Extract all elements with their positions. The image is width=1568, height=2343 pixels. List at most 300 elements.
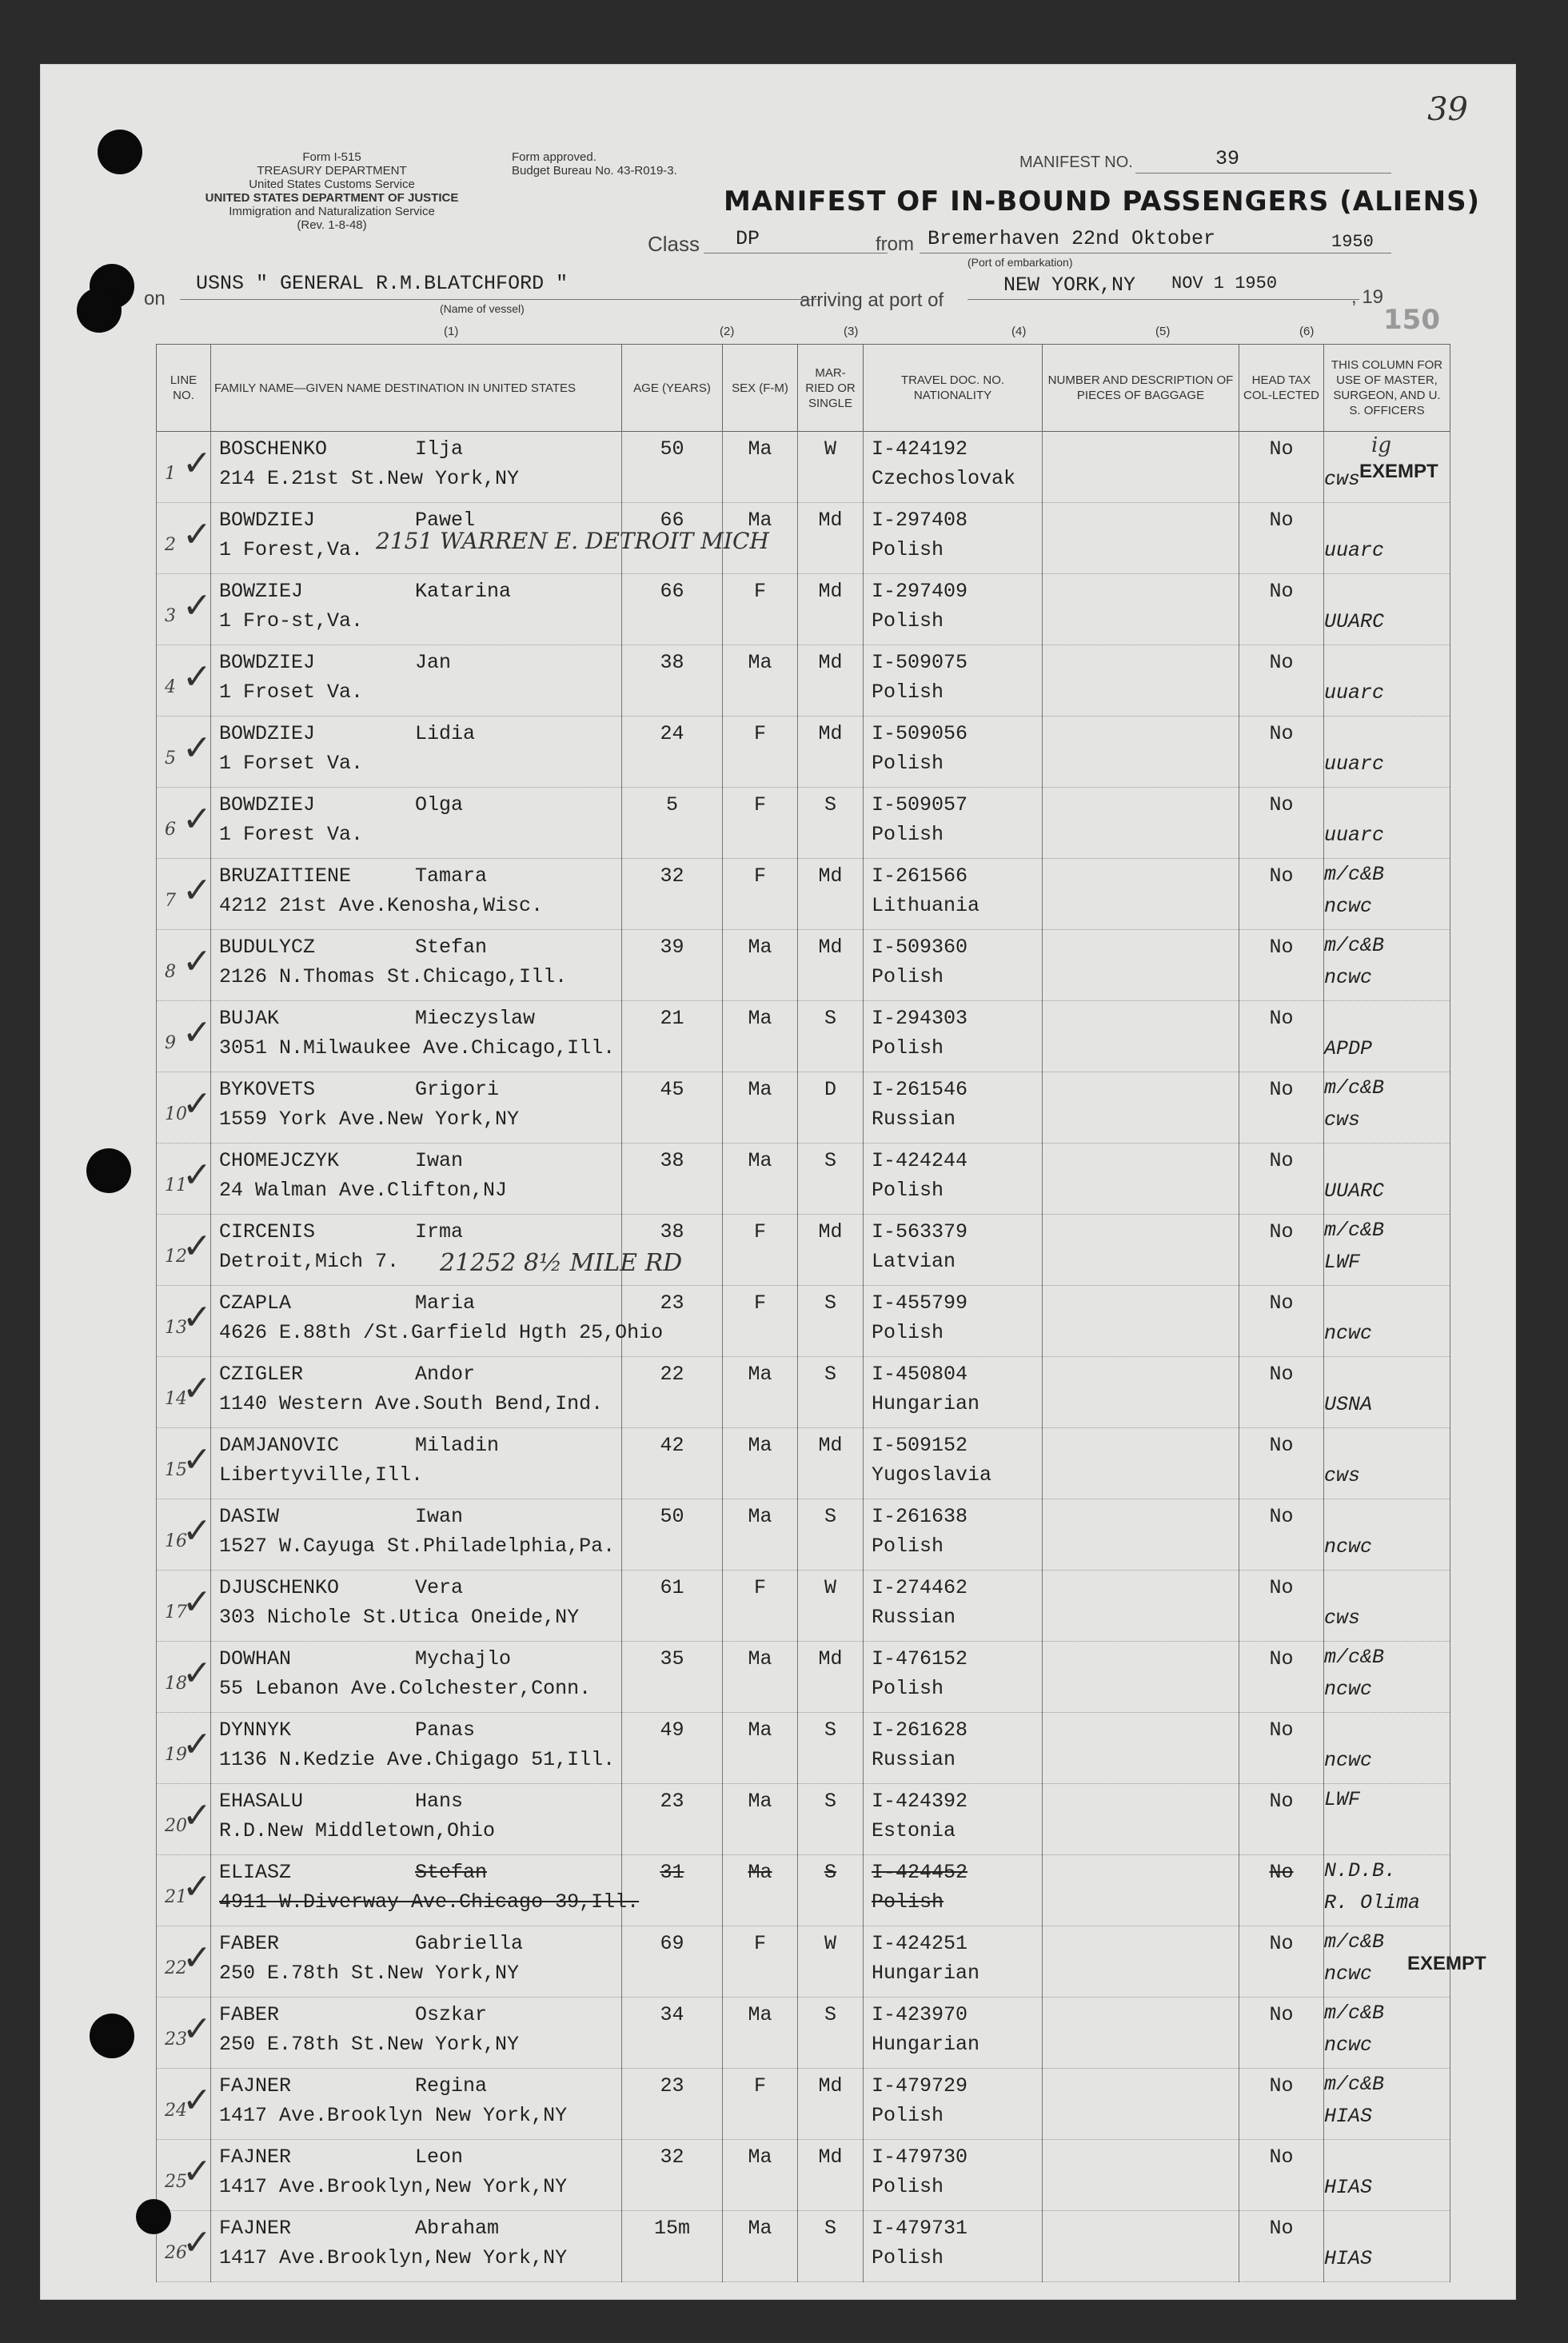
marital-status: Md (818, 1220, 843, 1243)
nationality: Hungarian (872, 1392, 980, 1415)
sex-cell (723, 1571, 798, 1642)
table-row (157, 1144, 1450, 1215)
family-name: CZIGLER (219, 1363, 304, 1386)
marital-cell (798, 1215, 864, 1286)
sex: F (753, 1291, 766, 1315)
age-cell (622, 2140, 723, 2211)
line-number: 25 (165, 2172, 187, 2192)
tax-cell (1239, 574, 1324, 645)
table-row (157, 1784, 1450, 1855)
sex-cell (723, 2069, 798, 2140)
family-name: CIRCENIS (219, 1220, 316, 1243)
line-cell (157, 788, 211, 859)
sex: F (753, 1932, 766, 1955)
vessel-name: USNS " GENERAL R.M.BLATCHFORD " (196, 272, 569, 295)
table-row (157, 574, 1450, 645)
baggage-cell (1043, 1357, 1239, 1428)
head-tax: No (1269, 1718, 1294, 1742)
on-label: on (144, 288, 166, 309)
table-row (157, 1286, 1450, 1357)
marital-cell (798, 788, 864, 859)
nationality: Polish (872, 823, 944, 846)
head-tax: No (1269, 1363, 1294, 1386)
family-name: BOWDZIEJ (219, 793, 316, 816)
sex-cell (723, 859, 798, 930)
officer-note-2: HIAS (1324, 2176, 1373, 2199)
tax-cell (1239, 1215, 1324, 1286)
baggage-cell (1043, 1428, 1239, 1499)
officer-note-2: uuarc (1324, 824, 1385, 847)
officer-note-2: ncwc (1324, 2034, 1373, 2057)
sex: F (753, 722, 766, 745)
checkmark-icon: ✓ (182, 1653, 212, 1694)
sex: F (753, 864, 766, 888)
line-cell (157, 716, 211, 788)
travel-doc-no: I-479730 (872, 2145, 968, 2169)
marital-status: S (824, 793, 836, 816)
travel-cell (864, 788, 1043, 859)
checkmark-icon: ✓ (182, 1866, 212, 1907)
officer-note-2: ncwc (1324, 895, 1373, 918)
destination: 1417 Ave.Brooklyn,New York,NY (219, 2175, 568, 2198)
line-number: 3 (165, 606, 176, 626)
marital-status: S (824, 1505, 836, 1528)
travel-doc-no: I-476152 (872, 1647, 968, 1670)
travel-doc-no: I-424192 (872, 437, 968, 461)
destination: 1 Forest Va. (219, 823, 364, 846)
age-cell (622, 788, 723, 859)
checkmark-icon: ✓ (182, 1368, 212, 1409)
officer-note-1 (1324, 1001, 1450, 1033)
name-cell (211, 859, 622, 930)
family-name: BUJAK (219, 1007, 280, 1030)
line-number: 9 (165, 1033, 176, 1053)
travel-doc-no: I-509152 (872, 1434, 968, 1457)
sex: Ma (748, 1861, 772, 1884)
marital-cell (798, 1926, 864, 1998)
tax-cell (1239, 716, 1324, 788)
officer-cell (1324, 930, 1450, 1001)
age-cell (622, 1144, 723, 1215)
age: 38 (660, 1149, 684, 1172)
marital-status: Md (818, 864, 843, 888)
sex-cell (723, 1855, 798, 1926)
checkmark-icon: ✓ (182, 799, 212, 840)
sex-cell (723, 2140, 798, 2211)
line-cell (157, 1571, 211, 1642)
officer-note-1 (1324, 788, 1450, 820)
checkmark-icon: ✓ (182, 2151, 212, 2192)
checkmark-icon: ✓ (182, 1297, 212, 1338)
baggage-cell (1043, 1926, 1239, 1998)
family-name: EHASALU (219, 1790, 304, 1813)
officer-cell (1324, 1571, 1450, 1642)
destination: 4911 W.Diverway Ave.Chicago 39,Ill. (219, 1890, 640, 1914)
given-name: Ilja (415, 437, 464, 461)
line-number: 19 (165, 1745, 187, 1765)
officer-note-1 (1324, 1713, 1450, 1745)
marital-cell (798, 716, 864, 788)
destination: Detroit,Mich 7. (219, 1250, 400, 1273)
age-cell (622, 1926, 723, 1998)
age-cell (622, 1855, 723, 1926)
officer-cell (1324, 2069, 1450, 2140)
marital-status: Md (818, 1434, 843, 1457)
marital-cell (798, 1072, 864, 1144)
line-number: 26 (165, 2243, 187, 2263)
tax-cell (1239, 1998, 1324, 2069)
age-cell (622, 1642, 723, 1713)
baggage-cell (1043, 1642, 1239, 1713)
baggage-cell (1043, 1855, 1239, 1926)
embarkation-year: 1950 (1331, 232, 1374, 252)
baggage-cell (1043, 1286, 1239, 1357)
table-row (157, 1855, 1450, 1926)
officer-cell (1324, 1784, 1450, 1855)
travel-doc-no: I-479731 (872, 2217, 968, 2240)
name-cell (211, 432, 622, 503)
name-cell (211, 1642, 622, 1713)
name-cell (211, 1998, 622, 2069)
checkmark-icon: ✓ (182, 2009, 212, 2050)
sex-cell (723, 645, 798, 716)
sex: F (753, 1576, 766, 1599)
sex: Ma (748, 509, 772, 532)
marital-status: S (824, 2217, 836, 2240)
family-name: BOSCHENKO (219, 437, 328, 461)
marital-status: S (824, 1790, 836, 1813)
sex-cell (723, 1001, 798, 1072)
travel-doc-no: I-424452 (872, 1861, 968, 1884)
officer-cell (1324, 1998, 1450, 2069)
destination: R.D.New Middletown,Ohio (219, 1819, 496, 1842)
checkmark-icon: ✓ (182, 1938, 212, 1978)
form-agency-block (200, 150, 464, 232)
col-num-6: (6) (1299, 325, 1315, 338)
name-cell (211, 645, 622, 716)
nationality: Russian (872, 1108, 956, 1131)
sex: Ma (748, 1718, 772, 1742)
age-cell (622, 2069, 723, 2140)
nationality: Hungarian (872, 1962, 980, 1985)
nationality: Russian (872, 1748, 956, 1771)
destination: 214 E.21st St.New York,NY (219, 467, 520, 490)
header-travel-doc: TRAVEL DOC. NO. NATIONALITY (864, 345, 1043, 432)
name-cell (211, 1571, 622, 1642)
age-cell (622, 1072, 723, 1144)
table-row (157, 645, 1450, 716)
age: 22 (660, 1363, 684, 1386)
destination: 1136 N.Kedzie Ave.Chigago 51,Ill. (219, 1748, 616, 1771)
table-row (157, 2140, 1450, 2211)
table-row (157, 1998, 1450, 2069)
form-approved-label: Form approved. (512, 150, 596, 164)
line-cell (157, 574, 211, 645)
head-tax: No (1269, 1647, 1294, 1670)
officer-note-1: m/c&B (1324, 1076, 1385, 1100)
marital-status: S (824, 1861, 836, 1884)
line-number: 14 (165, 1389, 187, 1409)
marital-cell (798, 1428, 864, 1499)
officer-note-2: uuarc (1324, 539, 1385, 562)
officer-note-1: LWF (1324, 1788, 1361, 1811)
officer-note-2: ncwc (1324, 1322, 1373, 1345)
line-cell (157, 1926, 211, 1998)
officer-cell (1324, 645, 1450, 716)
line-cell (157, 2140, 211, 2211)
given-name: Miladin (415, 1434, 500, 1457)
officer-note-1: m/c&B (1324, 934, 1385, 957)
given-name: Abraham (415, 2217, 500, 2240)
line-number: 17 (165, 1603, 187, 1623)
travel-doc-no: I-294303 (872, 1007, 968, 1030)
officer-note-2: cws (1324, 1464, 1361, 1487)
table-row (157, 716, 1450, 788)
age-cell (622, 859, 723, 930)
nationality: Polish (872, 2246, 944, 2269)
table-row (157, 1926, 1450, 1998)
header-line: LINE NO. (157, 345, 211, 432)
baggage-cell (1043, 2211, 1239, 2282)
manifest-no-value: 39 (1215, 147, 1240, 170)
tax-cell (1239, 859, 1324, 930)
travel-doc-no: I-261638 (872, 1505, 968, 1528)
given-name: Stefan (415, 1861, 488, 1884)
sex-cell (723, 1926, 798, 1998)
nationality: Estonia (872, 1819, 956, 1842)
tax-cell (1239, 1855, 1324, 1926)
head-tax: No (1269, 722, 1294, 745)
nationality: Hungarian (872, 2033, 980, 2056)
head-tax: No (1269, 2003, 1294, 2026)
destination: 1417 Ave.Brooklyn,New York,NY (219, 2246, 568, 2269)
manifest-no-label: MANIFEST NO. (1019, 154, 1133, 171)
officer-cell (1324, 2211, 1450, 2282)
table-row (157, 2069, 1450, 2140)
given-name: Pawel (415, 509, 476, 532)
tax-cell (1239, 1571, 1324, 1642)
baggage-cell (1043, 574, 1239, 645)
destination: 1559 York Ave.New York,NY (219, 1108, 520, 1131)
line-cell (157, 2069, 211, 2140)
officer-note-1 (1324, 645, 1450, 677)
sex: Ma (748, 437, 772, 461)
head-tax: No (1269, 1291, 1294, 1315)
destination: 1 Forest,Va. (219, 538, 364, 561)
arriving-label: arriving at port of (800, 289, 944, 311)
officer-note-2: uuarc (1324, 681, 1385, 704)
officer-cell (1324, 1855, 1450, 1926)
head-tax: No (1269, 1149, 1294, 1172)
table-row (157, 1642, 1450, 1713)
officer-note-2: cws (1324, 1607, 1361, 1630)
travel-cell (864, 1571, 1043, 1642)
travel-doc-no: I-479729 (872, 2074, 968, 2098)
line-cell (157, 1144, 211, 1215)
nationality: Polish (872, 1179, 944, 1202)
officer-note-2: ncwc (1324, 1535, 1373, 1559)
baggage-cell (1043, 788, 1239, 859)
name-cell (211, 1784, 622, 1855)
nationality: Polish (872, 538, 944, 561)
head-tax: No (1269, 936, 1294, 959)
head-tax: No (1269, 1505, 1294, 1528)
marital-status: S (824, 1718, 836, 1742)
baggage-cell (1043, 1784, 1239, 1855)
age: 50 (660, 1505, 684, 1528)
officer-note-1 (1324, 2211, 1450, 2243)
given-name: Iwan (415, 1149, 464, 1172)
table-row (157, 930, 1450, 1001)
header-married: MAR-RIED OR SINGLE (798, 345, 864, 432)
line-number: 5 (165, 748, 176, 768)
marital-status: W (824, 1576, 836, 1599)
tax-cell (1239, 1499, 1324, 1571)
checkmark-icon: ✓ (182, 585, 212, 626)
marital-status: Md (818, 580, 843, 603)
family-name: DASIW (219, 1505, 280, 1528)
baggage-cell (1043, 1001, 1239, 1072)
document-title: MANIFEST OF IN-BOUND PASSENGERS (ALIENS) (724, 186, 1481, 218)
given-name: Grigori (415, 1078, 500, 1101)
marital-cell (798, 432, 864, 503)
officer-note-2: UUARC (1324, 1179, 1385, 1203)
nationality: Polish (872, 965, 944, 988)
given-name: Gabriella (415, 1932, 524, 1955)
name-cell (211, 1428, 622, 1499)
travel-cell (864, 930, 1043, 1001)
name-cell (211, 788, 622, 859)
officer-cell (1324, 1499, 1450, 1571)
marital-cell (798, 1784, 864, 1855)
from-label: from (876, 234, 914, 255)
given-name: Leon (415, 2145, 464, 2169)
sex-cell (723, 1499, 798, 1571)
officer-cell (1324, 1428, 1450, 1499)
given-name: Vera (415, 1576, 464, 1599)
family-name: BYKOVETS (219, 1078, 316, 1101)
annotation-warren-address: 2151 WARREN E. DETROIT MICH (376, 528, 769, 554)
sex: Ma (748, 651, 772, 674)
officer-cell (1324, 1215, 1450, 1286)
sex-cell (723, 1144, 798, 1215)
travel-doc-no: I-509057 (872, 793, 968, 816)
sex-cell (723, 2211, 798, 2282)
header-sex: SEX (F-M) (723, 345, 798, 432)
head-tax: No (1269, 2145, 1294, 2169)
officer-note-1 (1324, 716, 1450, 748)
table-row (157, 859, 1450, 930)
travel-doc-no: I-423970 (872, 2003, 968, 2026)
given-name: Stefan (415, 936, 488, 959)
line-number: 8 (165, 962, 176, 982)
given-name: Jan (415, 651, 452, 674)
officer-cell (1324, 1357, 1450, 1428)
officer-note-2: ncwc (1324, 1678, 1373, 1701)
travel-cell (864, 2069, 1043, 2140)
sex: Ma (748, 1434, 772, 1457)
age-cell (622, 1713, 723, 1784)
family-name: FABER (219, 1932, 280, 1955)
line-cell (157, 930, 211, 1001)
tax-cell (1239, 2211, 1324, 2282)
line-number: 4 (165, 677, 176, 697)
line-number: 7 (165, 891, 176, 911)
annotation-circenis-address: 21252 8½ MILE RD (440, 1249, 683, 1277)
officer-note-2: APDP (1324, 1037, 1373, 1060)
officer-note-2 (1324, 1816, 1450, 1848)
nationality: Russian (872, 1606, 956, 1629)
age-cell (622, 930, 723, 1001)
line-cell (157, 1642, 211, 1713)
name-cell (211, 1357, 622, 1428)
age-cell (622, 1499, 723, 1571)
sex-cell (723, 1072, 798, 1144)
head-tax: No (1269, 1434, 1294, 1457)
age: 38 (660, 1220, 684, 1243)
age: 24 (660, 722, 684, 745)
year-label: , 19 (1351, 286, 1384, 308)
marital-status: S (824, 1007, 836, 1030)
line-cell (157, 645, 211, 716)
baggage-cell (1043, 716, 1239, 788)
name-cell (211, 1926, 622, 1998)
marital-cell (798, 930, 864, 1001)
travel-cell (864, 645, 1043, 716)
age: 23 (660, 1291, 684, 1315)
baggage-cell (1043, 2140, 1239, 2211)
family-name: BRUZAITIENE (219, 864, 352, 888)
travel-doc-no: I-424244 (872, 1149, 968, 1172)
travel-cell (864, 1286, 1043, 1357)
line-cell (157, 1713, 211, 1784)
travel-doc-no: I-297408 (872, 509, 968, 532)
age-cell (622, 1001, 723, 1072)
line-number: 6 (165, 820, 176, 840)
line-cell (157, 859, 211, 930)
marital-cell (798, 1855, 864, 1926)
given-name: Hans (415, 1790, 464, 1813)
line-number: 16 (165, 1531, 187, 1551)
travel-doc-no: I-450804 (872, 1363, 968, 1386)
head-tax: No (1269, 2074, 1294, 2098)
tax-cell (1239, 1001, 1324, 1072)
checkmark-icon: ✓ (182, 2080, 212, 2121)
travel-cell (864, 503, 1043, 574)
checkmark-icon: ✓ (182, 870, 212, 911)
age: 23 (660, 1790, 684, 1813)
tax-cell (1239, 1642, 1324, 1713)
tax-cell (1239, 1713, 1324, 1784)
officer-cell (1324, 1144, 1450, 1215)
line-number: 20 (165, 1816, 187, 1836)
officer-note-1 (1324, 1571, 1450, 1603)
given-name: Maria (415, 1291, 476, 1315)
checkmark-icon: ✓ (182, 1012, 212, 1053)
marital-cell (798, 2211, 864, 2282)
officer-cell (1324, 1286, 1450, 1357)
table-row (157, 1571, 1450, 1642)
destination: 303 Nichole St.Utica Oneide,NY (219, 1606, 580, 1629)
head-tax: No (1269, 509, 1294, 532)
port-embarkation-caption: (Port of embarkation) (968, 256, 1073, 269)
tax-cell (1239, 2069, 1324, 2140)
marital-status: S (824, 1363, 836, 1386)
col-num-2: (2) (720, 325, 735, 338)
travel-cell (864, 1855, 1043, 1926)
checkmark-icon: ✓ (182, 1439, 212, 1480)
given-name: Irma (415, 1220, 464, 1243)
